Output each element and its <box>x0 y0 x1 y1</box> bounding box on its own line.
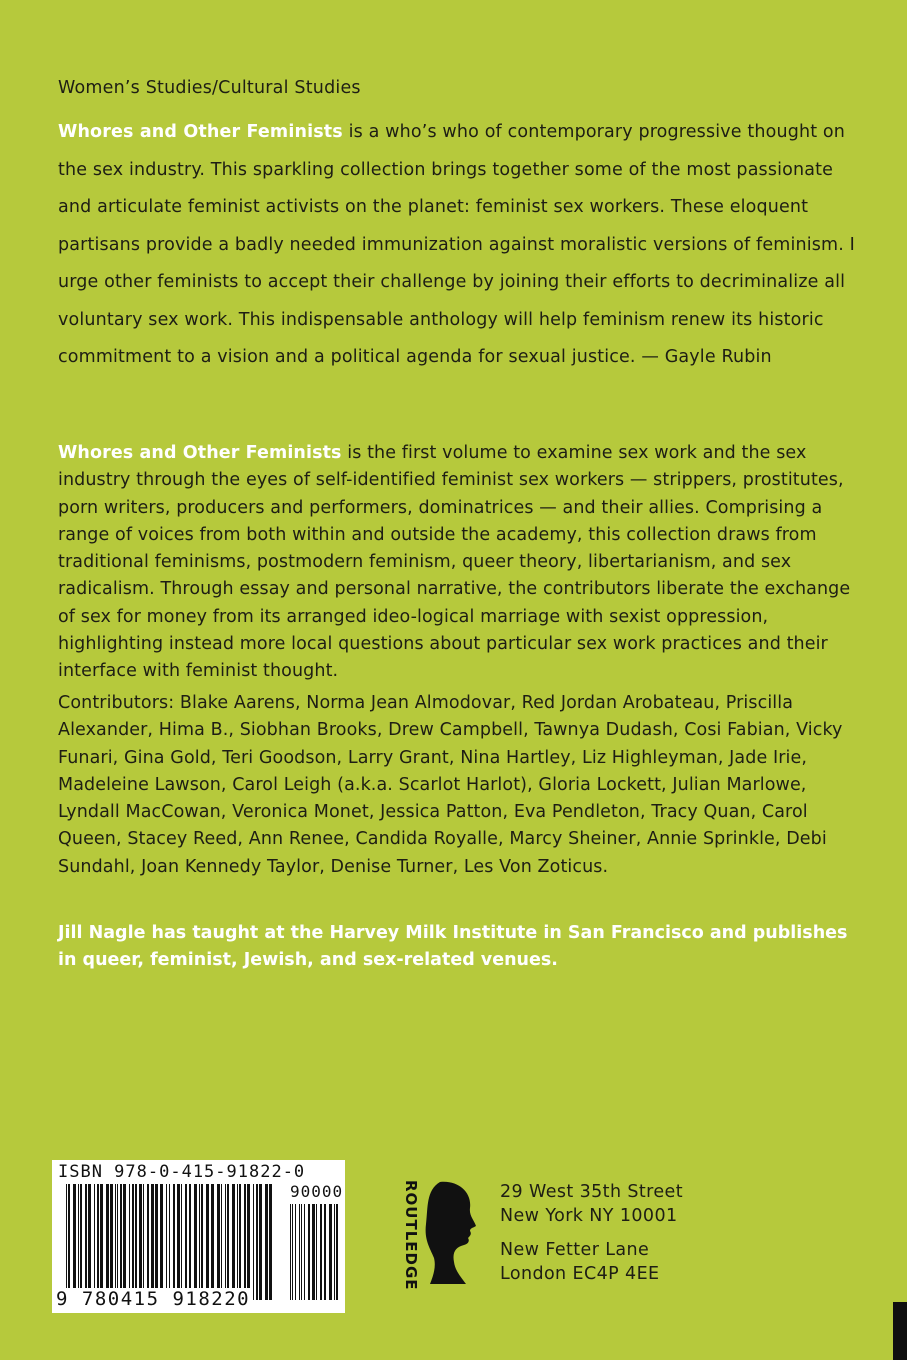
barcode-bar <box>295 1204 296 1300</box>
description-paragraph <box>58 440 858 686</box>
description-book-title: Whores and Other Feminists <box>58 443 342 463</box>
barcode-bar <box>290 1204 291 1300</box>
barcode-bar <box>299 1204 300 1300</box>
isbn-text: ISBN 978-0-415-91822-0 <box>58 1162 306 1182</box>
description-text: is the first volume to examine sex work and the sex industry through the eyes of self-identified feminist sex workers — strippers, prostitutes, porn writers, producers and performers, dominatrices — and their allies. Comprising a range of voices from both within and outside the academy, this collection draws from traditional feminisms, postmodern feminism, queer theory, libertarianism, and sex radicalism. Through essay and personal narrative, the contributors liberate the exchange of sex for money from its arranged ideo-logical marriage with sexist oppression, highlighting instead more local questions about particular sex work practices and their interface with feminist thought. <box>58 443 851 682</box>
barcode-bar <box>301 1204 302 1300</box>
barcode-bar <box>334 1204 335 1300</box>
uk-address <box>500 1238 659 1286</box>
barcode-bar <box>320 1204 322 1300</box>
blurb-book-title: Whores and Other Feminists <box>58 122 343 142</box>
barcode-bar <box>329 1204 332 1300</box>
barcode-bar <box>304 1204 305 1300</box>
author-bio: Jill Nagle has taught at the Harvey Milk Institute in San Francisco and publishes in queer, feminist, Jewish, and sex-related venues. <box>58 923 848 970</box>
barcode-bar <box>324 1204 326 1300</box>
us-address-line1: 29 West 35th Street <box>500 1182 683 1202</box>
publisher-name: ROUTLEDGE <box>402 1180 420 1291</box>
barcode-bar <box>316 1204 317 1300</box>
blurb-quote <box>58 114 858 377</box>
barcode-bar <box>312 1204 315 1300</box>
blurb-text: is a who’s who of contemporary progressive thought on the sex industry. This sparkling collection brings together some of the most passionate and articulate feminist activists on the planet: feminist sex workers. These eloquent partisans provide a badly needed immunization against moralistic versions of feminism. I urge other feminists to accept their challenge by joining their efforts to decriminalize all voluntary sex work. This indispensable anthology will help feminism renew its historic commitment to a vision and a political agenda for sexual justice. — Gayle Rubin <box>58 122 855 367</box>
contributors-list: Contributors: Blake Aarens, Norma Jean Almodovar, Red Jordan Arobateau, Priscilla Alexander, Hima B., Siobhan Brooks, Drew Campbell, Tawnya Dudash, Cosi Fabian, Vicky Funari, Gina Gold, Teri Goodson, Larry Grant, Nina Hartley, Liz Highleyman, Jade Irie, Madeleine Lawson, Carol Leigh (a.k.a. Scarlot Harlot), Gloria Lockett, Julian Marlowe, Lyndall MacCowan, Veronica Monet, Jessica Patton, Eva Pendleton, Tracy Quan, Carol Queen, Stacey Reed, Ann Renee, Candida Royalle, Marcy Sheiner, Annie Sprinkle, Debi Sundahl, Joan Kennedy Taylor, Denise Turner, Les Von Zoticus. <box>58 693 843 877</box>
barcode-bar <box>336 1204 338 1300</box>
price-code: 90000 <box>290 1182 344 1201</box>
uk-address-line1: New Fetter Lane <box>500 1240 650 1260</box>
ean-digits: 9 780415 918220 <box>56 1288 251 1310</box>
uk-address-line2: London EC4P 4EE <box>500 1264 660 1284</box>
barcode <box>52 1160 345 1313</box>
us-address <box>500 1180 683 1228</box>
category-label: Women’s Studies/Cultural Studies <box>58 78 361 98</box>
barcode-bar <box>308 1204 310 1300</box>
spine-edge-mark <box>893 1302 907 1360</box>
us-address-line2: New York NY 10001 <box>500 1206 678 1226</box>
barcode-bar <box>292 1204 293 1300</box>
